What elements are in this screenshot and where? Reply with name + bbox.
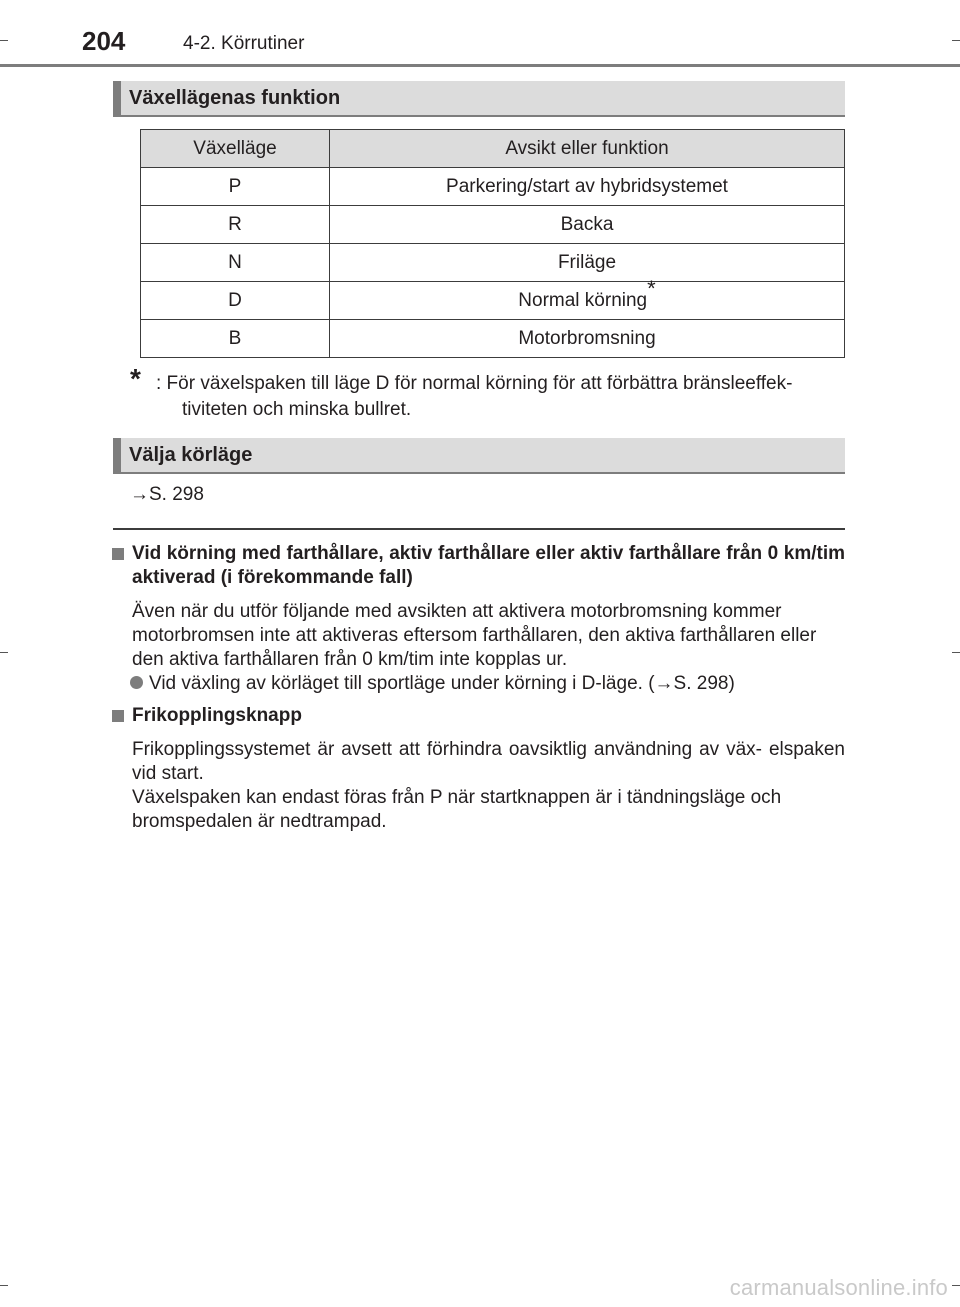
- header-rule: [0, 64, 960, 67]
- cell-gear: P: [141, 168, 330, 206]
- crop-mark: [952, 40, 960, 41]
- info-block-cruise-control: [112, 542, 845, 672]
- list-item: [130, 673, 735, 695]
- footnote-mark: *: [130, 363, 141, 394]
- heading-label: Växellägenas funktion: [129, 87, 341, 109]
- section-heading-drive-mode: [113, 438, 845, 474]
- table-row: [141, 244, 845, 282]
- heading-accent: [113, 438, 121, 472]
- footnote-text: : För växelspaken till läge D för normal körning för att förbättra bränsleeffek- tiviteten och minska bullret.: [156, 373, 793, 420]
- heading-accent: [113, 81, 121, 115]
- reference-text: S. 298: [149, 484, 204, 505]
- table-row: [141, 320, 845, 358]
- column-header-gear: Växelläge: [141, 130, 330, 168]
- info-block-shift-lock: [112, 704, 845, 834]
- footnote-marker: *: [647, 276, 656, 302]
- square-bullet-icon: [112, 548, 124, 560]
- info-body: Även när du utför följande med avsikten att aktivera motorbromsning kommer motorbromsen inte att aktiveras eftersom farthållaren, den aktiva farthållaren eller den aktiva farthållaren från 0 km/tim inte kopplas ur.: [132, 601, 817, 670]
- column-header-function: Avsikt eller funktion: [330, 130, 845, 168]
- bullet-text: Vid växling av körläget till sportläge under körning i D-läge. (: [149, 673, 655, 694]
- table-header-row: [141, 130, 845, 168]
- info-body-continued: Växelspaken kan endast föras från P när startknappen är i tändningsläge och bromspedalen är nedtrampad.: [132, 787, 782, 832]
- heading-label: Välja körläge: [129, 444, 253, 466]
- section-heading-gear-functions: [113, 81, 845, 117]
- section-header: 4-2. Körrutiner: [183, 33, 305, 54]
- info-title: Frikopplingsknapp: [132, 705, 302, 726]
- table-row: [141, 282, 845, 320]
- divider: [113, 528, 845, 530]
- crop-mark: [0, 652, 8, 653]
- cell-function-text: Normal körning: [518, 289, 648, 311]
- crop-mark: [952, 652, 960, 653]
- page-number: 204: [82, 26, 126, 56]
- cell-gear: D: [141, 282, 330, 320]
- crop-mark: [0, 1285, 8, 1286]
- gear-table: [140, 129, 845, 358]
- page-reference: [130, 484, 204, 506]
- crop-mark: [0, 40, 8, 41]
- cell-gear: N: [141, 244, 330, 282]
- square-bullet-icon: [112, 710, 124, 722]
- cell-function: Parkering/start av hybridsystemet: [330, 168, 845, 206]
- arrow-icon: →: [654, 673, 674, 694]
- info-title: Vid körning med farthållare, aktiv farthållare eller aktiv farthållare från 0 km/tim aktiverad (i förekommande fall): [132, 543, 845, 588]
- round-bullet-icon: [130, 676, 143, 689]
- cell-function: Backa: [330, 206, 845, 244]
- cell-function: Friläge: [330, 244, 845, 282]
- cell-gear: R: [141, 206, 330, 244]
- table-row: [141, 168, 845, 206]
- cell-function: Motorbromsning: [330, 320, 845, 358]
- arrow-icon: →: [130, 484, 149, 505]
- info-body: Frikopplingssystemet är avsett att förhindra oavsiktlig användning av väx- elspaken vid start.: [132, 739, 845, 784]
- bullet-reference: S. 298): [673, 673, 735, 694]
- cell-gear: B: [141, 320, 330, 358]
- cell-function: [330, 276, 845, 320]
- crop-mark: [952, 1285, 960, 1286]
- watermark: carmanualsonline.info: [729, 1275, 948, 1300]
- table-row: [141, 206, 845, 244]
